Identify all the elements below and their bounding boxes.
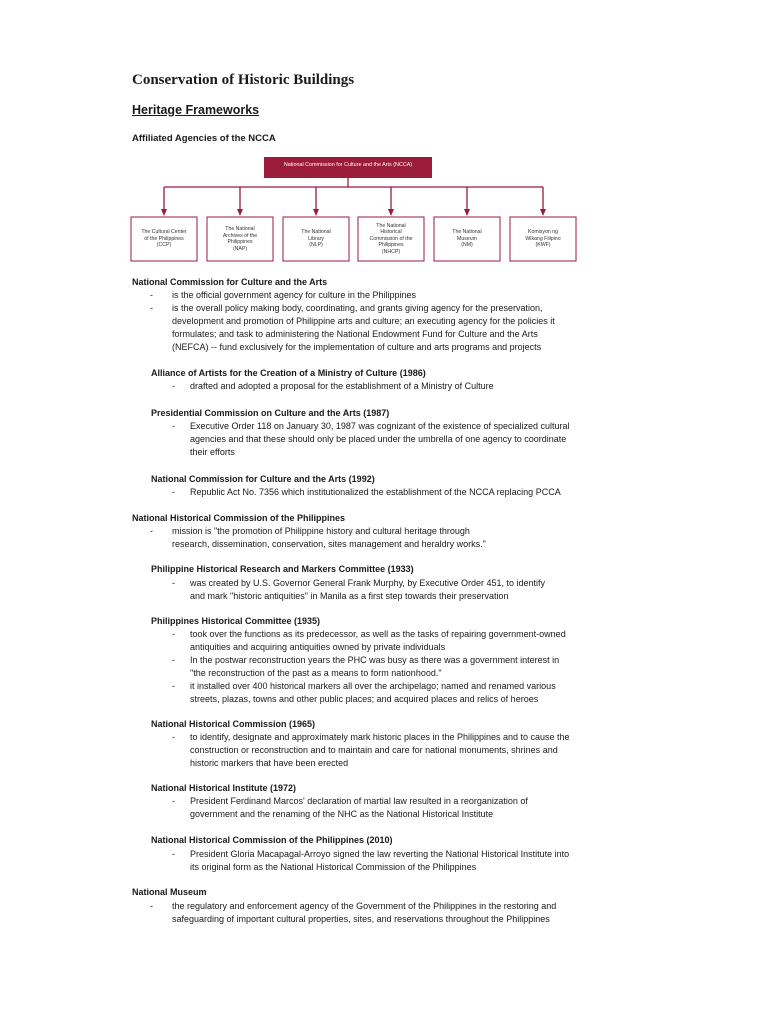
text-line: (NEFCA) -- fund exclusively for the implementation of culture and arts programs and projects	[172, 342, 542, 352]
text-line: In the postwar reconstruction years the PHC was busy as there was a government interest in	[190, 655, 560, 665]
bullet-dash: -	[172, 421, 175, 431]
text-line: "the reconstruction of the past as a means to form nationhood."	[190, 668, 442, 678]
heading-line: National Historical Commission of the Philippines	[132, 513, 346, 523]
org-chart-child-label: The National Museum (NM)	[452, 229, 482, 249]
org-chart-child-label: Komisyon ng Wikang Filipino (KWF)	[525, 229, 561, 249]
bullet-dash: -	[172, 681, 175, 691]
bullet-dash: -	[172, 796, 175, 806]
text-line: the regulatory and enforcement agency of the Government of the Philippines in the restoring and	[172, 901, 557, 911]
text-line: it installed over 400 historical markers all over the archipelago; named and renamed various	[190, 681, 556, 691]
org-chart-child-label: The National Library (NLP)	[301, 229, 331, 249]
heading-line: National Commission for Culture and the Arts	[132, 277, 328, 287]
bullet-dash: -	[172, 655, 175, 665]
text-line: government and the renaming of the NHC as the National Historical Institute	[190, 809, 494, 819]
text-line: took over the functions as its predecessor, as well as the tasks of repairing government-owned	[190, 629, 566, 639]
bullet-dash: -	[172, 487, 175, 497]
bullet-dash: -	[172, 381, 175, 391]
text-line: historic markers that have been erected	[190, 758, 349, 768]
heading-line: Presidential Commission on Culture and the Arts (1987)	[151, 408, 390, 418]
org-chart-child-label: The National Historical Commission of the Philippines (NHCP)	[369, 222, 413, 255]
section-heading: Heritage Frameworks	[132, 103, 260, 117]
text-line: research, dissemination, conservation, sites management and heraldry works."	[172, 539, 486, 549]
text-line: antiquities and acquiring antiquities owned by private individuals	[190, 642, 446, 652]
heading-line: Alliance of Artists for the Creation of a Ministry of Culture (1986)	[151, 368, 426, 378]
bullet-dash: -	[150, 901, 153, 911]
text-line: and mark "historic antiquities" in Manila as a first step towards their preservation	[190, 591, 509, 601]
text-line: streets, plazas, towns and other public places; and acquired places and relics of heroes	[190, 694, 539, 704]
text-line: drafted and adopted a proposal for the establishment of a Ministry of Culture	[190, 381, 494, 391]
bullet-dash: -	[150, 303, 153, 313]
heading-line: Philippine Historical Research and Markers Committee (1933)	[151, 564, 414, 574]
heading-line: Philippines Historical Committee (1935)	[151, 616, 321, 626]
text-line: safeguarding of important cultural properties, sites, and reservations throughout the Philippines	[172, 914, 550, 924]
bullet-dash: -	[150, 526, 153, 536]
arrow-down-icon	[237, 209, 243, 216]
arrow-down-icon	[388, 209, 394, 216]
heading-line: National Historical Institute (1972)	[151, 783, 297, 793]
text-line: their efforts	[190, 447, 235, 457]
bullet-dash: -	[172, 578, 175, 588]
text-line: agencies and that these should only be placed under the umbrella of one agency to coordinate	[190, 434, 567, 444]
arrow-down-icon	[540, 209, 546, 216]
text-line: to identify, designate and approximately mark historic places in the Philippines and to cause the	[190, 732, 570, 742]
text-line: was created by U.S. Governor General Frank Murphy, by Executive Order 451, to identify	[190, 578, 545, 588]
text-line: President Ferdinand Marcos' declaration of martial law resulted in a reorganization of	[190, 796, 528, 806]
bullet-dash: -	[172, 732, 175, 742]
text-line: is the official government agency for culture in the Philippines	[172, 290, 416, 300]
org-chart-top-label: National Commission for Culture and the Arts (NCCA)	[283, 162, 413, 168]
text-line: mission is "the promotion of Philippine history and cultural heritage through	[172, 526, 470, 536]
arrow-down-icon	[464, 209, 470, 216]
text-line: Executive Order 118 on January 30, 1987 was cognizant of the existence of specialized cultural	[190, 421, 570, 431]
heading-line: National Historical Commission of the Philippines (2010)	[151, 835, 393, 845]
org-chart-child-label: The Cultural Center of the Philippines (CCP)	[141, 229, 187, 249]
subsection-heading: Affiliated Agencies of the NCCA	[132, 133, 276, 144]
text-line: is the overall policy making body, coordinating, and grants giving agency for the preservation,	[172, 303, 543, 313]
heading-line: National Commission for Culture and the Arts (1992)	[151, 474, 375, 484]
text-line: Republic Act No. 7356 which institutionalized the establishment of the NCCA replacing PCCA	[190, 487, 561, 497]
bullet-dash: -	[150, 290, 153, 300]
heading-line: National Historical Commission (1965)	[151, 719, 316, 729]
arrow-down-icon	[161, 209, 167, 216]
text-line: formulates; and task to administering the National Endowment Fund for Culture and the Arts	[172, 329, 538, 339]
text-line: development and promotion of Philippine arts and culture; an executing agency for the policies it	[172, 316, 555, 326]
text-line: construction or reconstruction and to maintain and care for national monuments, shrines and	[190, 745, 558, 755]
text-line: President Gloria Macapagal-Arroyo signed the law reverting the National Historical Institute into	[190, 849, 570, 859]
bullet-dash: -	[172, 849, 175, 859]
text-line: its original form as the National Historical Commission of the Philippines	[190, 862, 477, 872]
bullet-dash: -	[172, 629, 175, 639]
arrow-down-icon	[313, 209, 319, 216]
page-title: Conservation of Historic Buildings	[132, 72, 355, 88]
org-chart-child-label: The National Archives of the Philippines (NAP)	[222, 226, 258, 252]
heading-line: National Museum	[132, 887, 207, 897]
